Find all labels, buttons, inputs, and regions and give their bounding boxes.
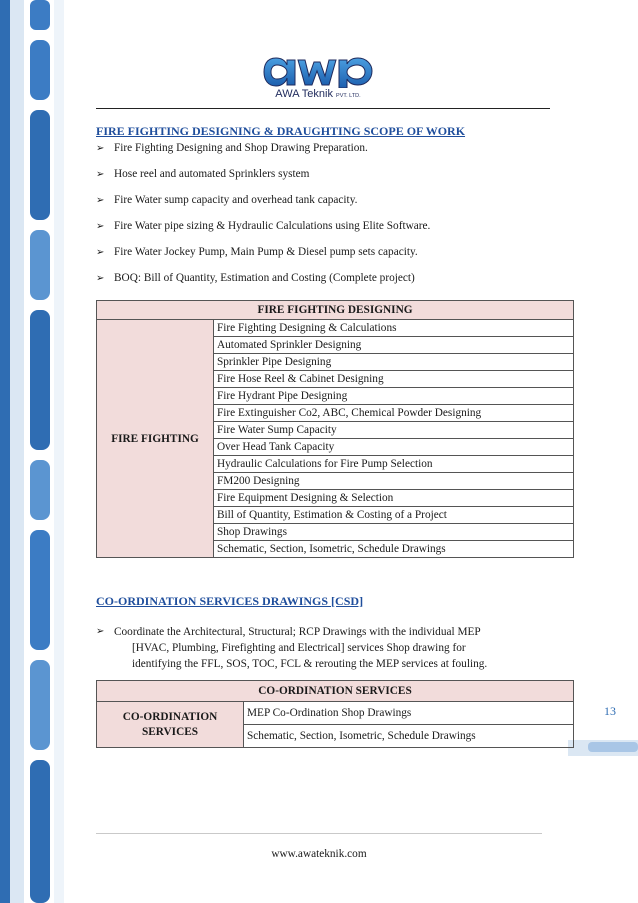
- table-cell: Hydraulic Calculations for Fire Pump Selection: [214, 456, 574, 473]
- label-line: CO-ORDINATION: [122, 710, 218, 723]
- bullet-item: ➢ Fire Water sump capacity and overhead tank capacity.: [96, 194, 358, 206]
- table-cell: Fire Extinguisher Co2, ABC, Chemical Powder Designing: [214, 405, 574, 422]
- bullet-item: ➢ Fire Fighting Designing and Shop Drawing Preparation.: [96, 142, 368, 154]
- table-cell: Automated Sprinkler Designing: [214, 337, 574, 354]
- label-line: SERVICES: [141, 725, 199, 738]
- footer-divider: [96, 833, 542, 834]
- section-heading-fire-fighting-scope: FIRE FIGHTING DESIGNING & DRAUGHTING SCOPE OF WORK: [96, 124, 466, 138]
- arrow-bullet-icon: ➢: [96, 143, 105, 154]
- coordination-services-table: [96, 680, 574, 748]
- table-cell: Schematic, Section, Isometric, Schedule Drawings: [244, 725, 574, 748]
- table-cell: MEP Co-Ordination Shop Drawings: [244, 702, 574, 725]
- table-cell: Sprinkler Pipe Designing: [214, 354, 574, 371]
- table-cell: Schematic, Section, Isometric, Schedule Drawings: [214, 541, 574, 558]
- arrow-bullet-icon: ➢: [96, 195, 105, 206]
- bullet-item: ➢ BOQ: Bill of Quantity, Estimation and Costing (Complete project): [96, 272, 415, 284]
- arrow-bullet-icon: ➢: [96, 221, 105, 232]
- table-cell: Over Head Tank Capacity: [214, 439, 574, 456]
- table-cell: Fire Water Sump Capacity: [214, 422, 574, 439]
- table-row-label: FIRE FIGHTING: [97, 320, 214, 558]
- table-row-label: [97, 702, 244, 748]
- arrow-bullet-icon: ➢: [96, 273, 105, 284]
- paragraph-line: Coordinate the Architectural, Structural; RCP Drawings with the individual MEP: [114, 626, 481, 638]
- bullet-item: ➢ Fire Water pipe sizing & Hydraulic Calculations using Elite Software.: [96, 220, 431, 232]
- fire-fighting-designing-table: [96, 300, 574, 558]
- arrow-bullet-icon: ➢: [96, 169, 105, 180]
- table-cell: FM200 Designing: [214, 473, 574, 490]
- table-cell: Fire Equipment Designing & Selection: [214, 490, 574, 507]
- table-cell: Fire Hose Reel & Cabinet Designing: [214, 371, 574, 388]
- table-cell: Bill of Quantity, Estimation & Costing of a Project: [214, 507, 574, 524]
- table-cell: Fire Fighting Designing & Calculations: [214, 320, 574, 337]
- table-header: CO-ORDINATION SERVICES: [97, 681, 574, 702]
- bullet-item: ➢ Fire Water Jockey Pump, Main Pump & Diesel pump sets capacity.: [96, 246, 418, 258]
- logo-wordmark-icon: [262, 54, 374, 88]
- section-heading-coordination: CO-ORDINATION SERVICES DRAWINGS [CSD]: [96, 594, 364, 608]
- coordination-paragraph: [96, 624, 542, 672]
- bullet-item: ➢ Hose reel and automated Sprinklers system: [96, 168, 310, 180]
- table-header: FIRE FIGHTING DESIGNING: [97, 301, 574, 320]
- company-logo: [262, 54, 374, 106]
- footer-website: www.awateknik.com: [271, 848, 367, 860]
- paragraph-line: [HVAC, Plumbing, Firefighting and Electrical] services Shop drawing for: [132, 642, 466, 654]
- logo-company-name: AWA Teknik PVT. LTD.: [275, 88, 361, 100]
- header-divider: [96, 108, 550, 109]
- table-cell: Fire Hydrant Pipe Designing: [214, 388, 574, 405]
- page-number: 13: [604, 704, 616, 718]
- decorative-side-stripe: [0, 0, 70, 903]
- table-cell: Shop Drawings: [214, 524, 574, 541]
- decorative-corner-stripes: [568, 700, 638, 760]
- arrow-bullet-icon: ➢: [96, 626, 105, 637]
- arrow-bullet-icon: ➢: [96, 247, 105, 258]
- paragraph-line: identifying the FFL, SOS, TOC, FCL & rerouting the MEP services at fouling.: [132, 658, 488, 670]
